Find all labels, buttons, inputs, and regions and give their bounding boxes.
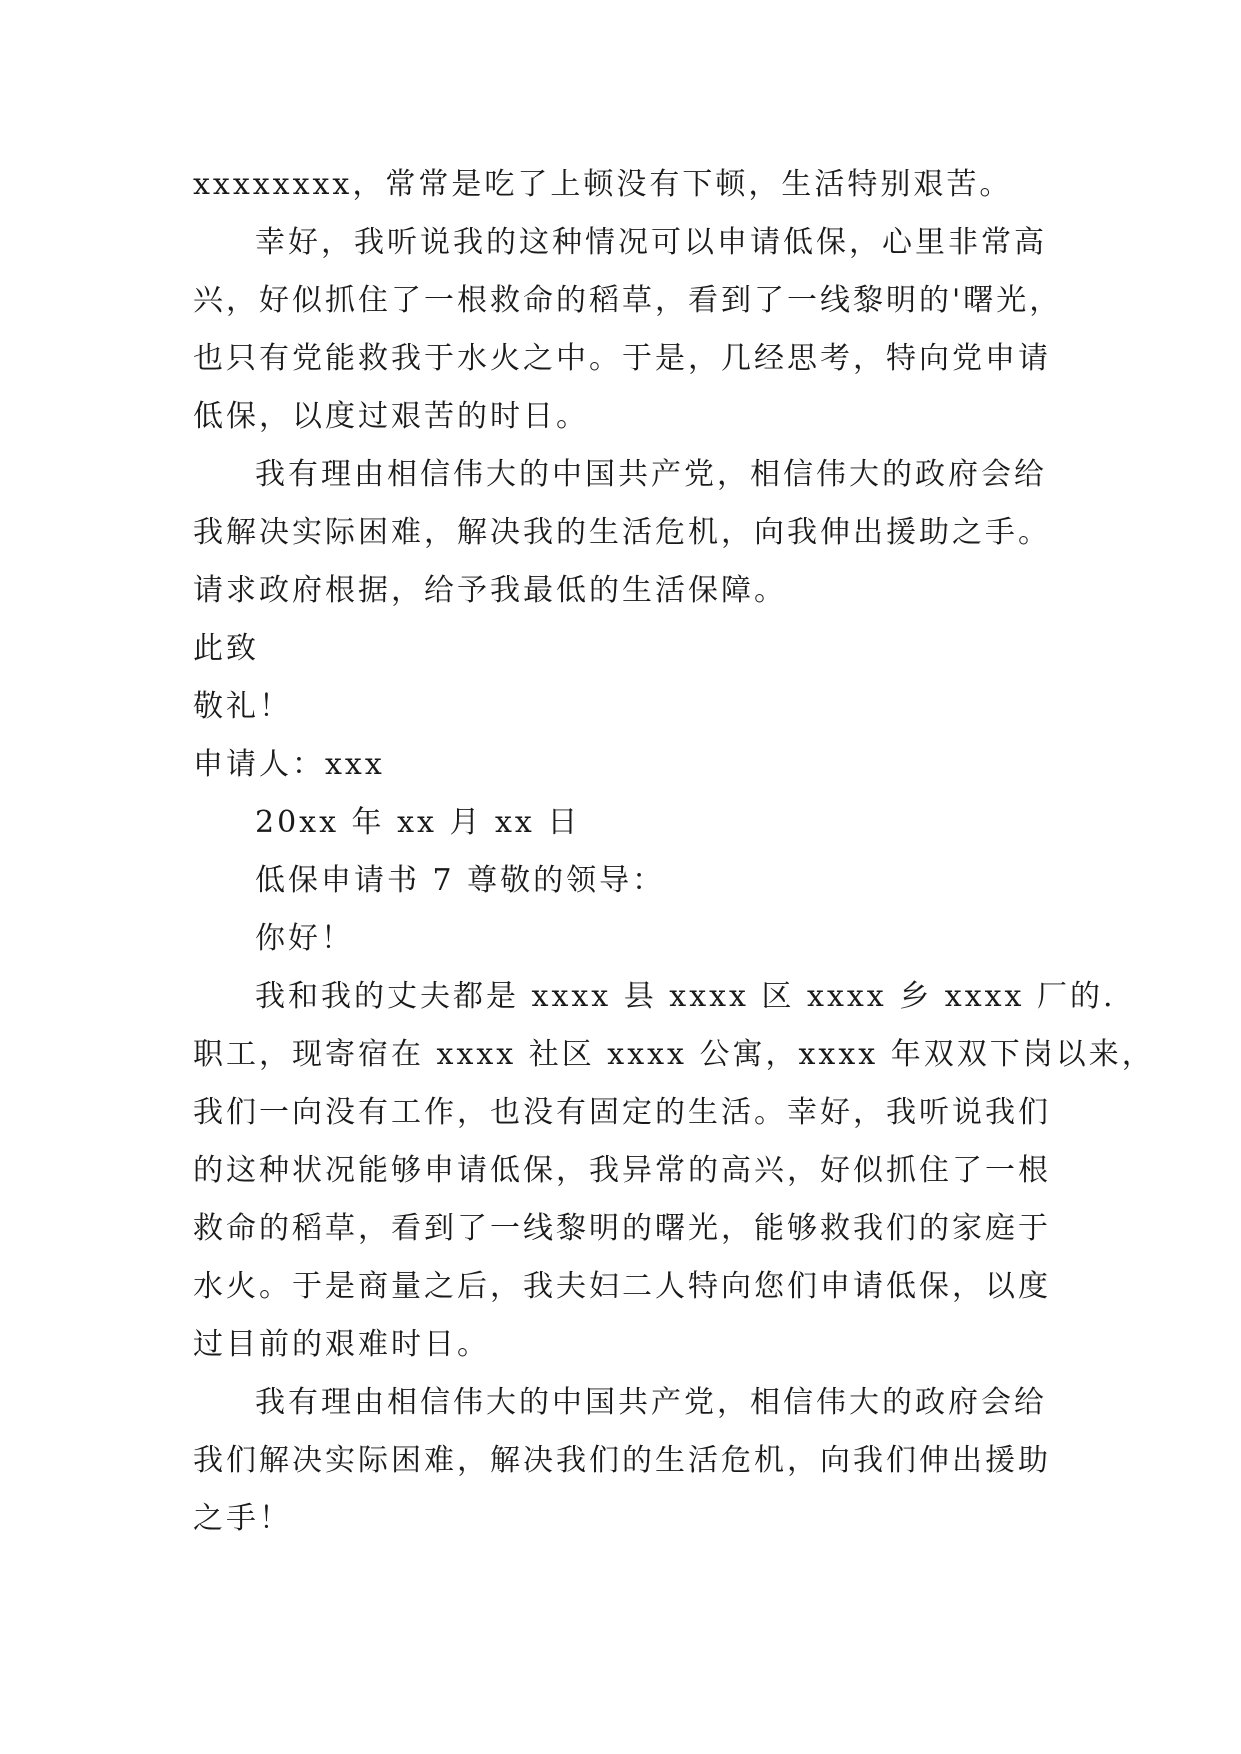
text-line: 救命的稻草，看到了一线黎明的曙光，能够救我们的家庭于 (193, 1211, 1051, 1246)
greeting: 你好！ (255, 921, 354, 956)
text-line: 水火。于是商量之后，我夫妇二人特向您们申请低保，以度 (193, 1269, 1051, 1304)
applicant-signature: 申请人：xxx (193, 747, 385, 782)
text-line: 幸好，我听说我的这种情况可以申请低保，心里非常高 (255, 225, 1047, 260)
text-line: 我们一向没有工作，也没有固定的生活。幸好，我听说我们 (193, 1095, 1051, 1130)
text-line: 过目前的艰难时日。 (193, 1327, 490, 1362)
text-line: 的这种状况能够申请低保，我异常的高兴，好似抓住了一根 (193, 1153, 1051, 1188)
text-line: 我有理由相信伟大的中国共产党，相信伟大的政府会给 (255, 1385, 1047, 1420)
text-line: 我们解决实际困难，解决我们的生活危机，向我们伸出援助 (193, 1443, 1051, 1478)
text-line: 我有理由相信伟大的中国共产党，相信伟大的政府会给 (255, 457, 1047, 492)
date-line: 20xx 年 xx 月 xx 日 (255, 805, 581, 840)
text-line: 之手！ (193, 1501, 292, 1536)
text-line: 我和我的丈夫都是 xxxx 县 xxxx 区 xxxx 乡 xxxx 厂的. (255, 979, 1116, 1014)
text-line: 也只有党能救我于水火之中。于是，几经思考，特向党申请 (193, 341, 1051, 376)
text-line: 低保，以度过艰苦的时日。 (193, 399, 589, 434)
closing-regards: 敬礼！ (193, 689, 292, 724)
text-line: 职工，现寄宿在 xxxx 社区 xxxx 公寓，xxxx 年双双下岗以来， (193, 1037, 1155, 1072)
text-line: xxxxxxxx，常常是吃了上顿没有下顿，生活特别艰苦。 (193, 167, 1013, 202)
text-line: 我解决实际困难，解决我的生活危机，向我伸出援助之手。 (193, 515, 1051, 550)
closing-salutation: 此致 (193, 631, 259, 666)
section-heading: 低保申请书 7 尊敬的领导： (255, 863, 666, 898)
text-line: 兴，好似抓住了一根救命的稻草，看到了一线黎明的'曙光， (193, 283, 1063, 318)
text-line: 请求政府根据，给予我最低的生活保障。 (193, 573, 787, 608)
